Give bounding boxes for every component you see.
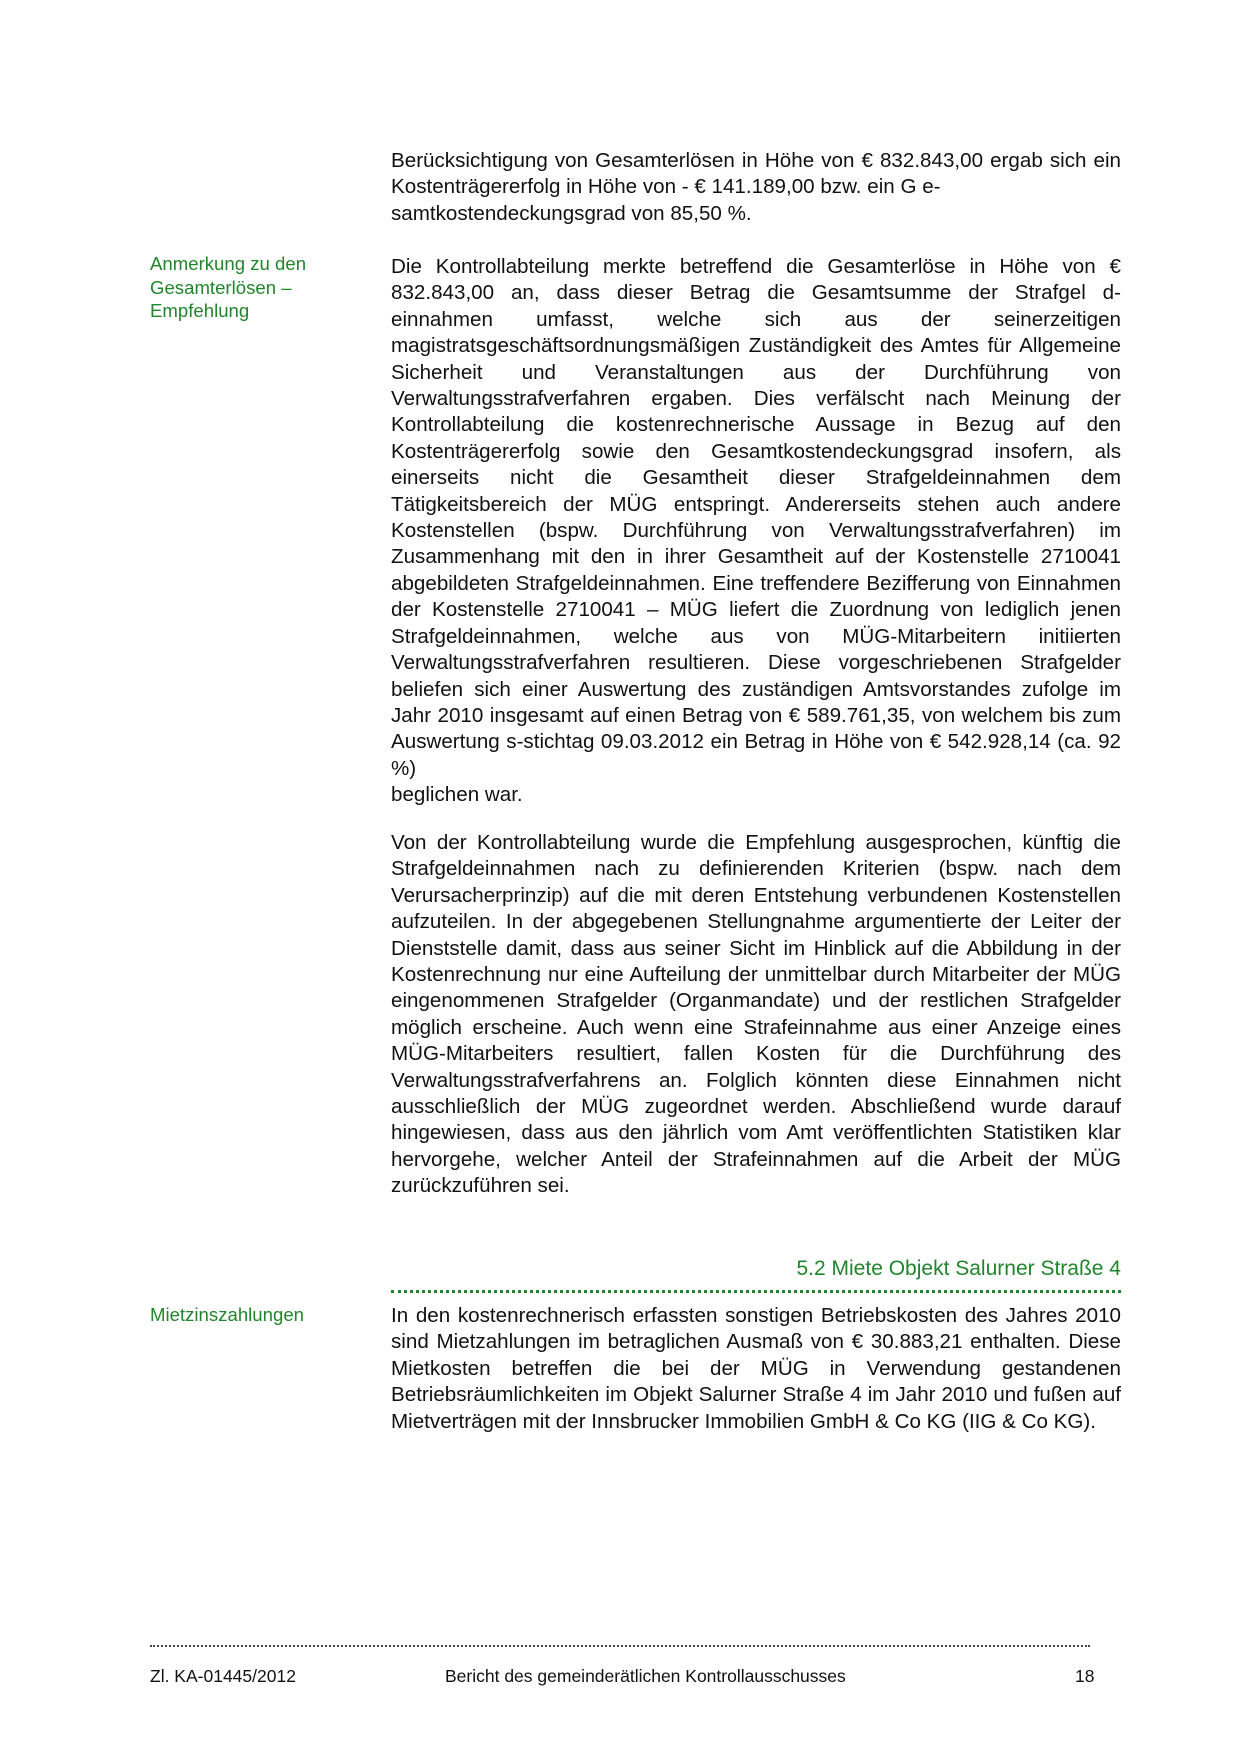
footer-report-title: Bericht des gemeinderätlichen Kontrollausschusses <box>445 1666 846 1686</box>
margin-note-mietzins: Mietzinszahlungen <box>150 1304 305 1325</box>
margin-note-gesamterloese: Anmerkung zu den Gesamterlösen – Empfehlung <box>150 253 307 321</box>
footer-divider <box>150 1645 1090 1647</box>
paragraph-mietzins: In den kostenrechnerisch erfassten sonstigen Betriebskosten des Jahres 2010 sind Mietzahlungen im betraglichen Ausmaß von € 30.883,21 enthalten. Diese Mietkosten betreffen die bei der MÜG in Verwendung gestandenen Betriebsräumlichkeiten im Objekt Salurner Straße 4 im Jahr 2010 und fußen auf Mietverträgen mit der Innsbrucker Immobilien GmbH & Co KG (IIG & Co KG). <box>391 1304 1121 1433</box>
paragraph-intro: Berücksichtigung von Gesamterlösen in Höhe von € 832.843,00 ergab sich ein Kostenträgererfolg in Höhe von - € 141.189,00 bzw. ein G e- samtkostendeckungsgrad von 85,50 %. <box>391 149 1121 225</box>
footer-doc-number: Zl. KA-01445/2012 <box>150 1666 296 1686</box>
section-heading: 5.2 Miete Objekt Salurner Straße 4 <box>391 1256 1121 1293</box>
paragraph-empfehlung: Von der Kontrollabteilung wurde die Empfehlung ausgesprochen, künftig die Strafgeldeinnahmen nach zu definierenden Kriterien (bspw. nach dem Verursacherprinzip) auf die mit deren Entstehung verbundenen Kostenstellen aufzuteilen. In der abgegebenen Stellungnahme argumentierte der Leiter der Dienststelle damit, dass aus seiner Sicht im Hinblick auf die Abbildung in der Kostenrechnung nur eine Aufteilung der unmittelbar durch Mitarbeiter der MÜG eingenommenen Strafgelder (Organmandate) und der restlichen Strafgelder möglich erscheine. Auch wenn eine Strafeinnahme aus einer Anzeige eines MÜG-Mitarbeiters resultiert, fallen Kosten für die Durchführung des Verwaltungsstrafverfahrens an. Folglich könnten diese Einnahmen nicht ausschließlich der MÜG zugeordnet werden. Abschließend wurde darauf hingewiesen, dass aus den jährlich vom Amt veröffentlichten Statistiken klar hervorgehe, welcher Anteil der Strafeinnahmen auf die Arbeit der MÜG zurückzuführen sei. <box>391 831 1121 1198</box>
footer-page-number: 18 <box>1075 1666 1095 1686</box>
paragraph-gesamterloese: Die Kontrollabteilung merkte betreffend die Gesamterlöse in Höhe von € 832.843,00 an, dass dieser Betrag die Gesamtsumme der Strafgel d-einnahmen umfasst, welche sich aus der seinerzeitigen magistratsgeschäftsordnungsmäßigen Zuständigkeit des Amtes für Allgemeine Sicherheit und Veranstaltungen aus der Durchführung von Verwaltungsstrafverfahren ergaben. Dies verfälscht nach Meinung der Kontrollabteilung die kostenrechnerische Aussage in Bezug auf den Kostenträgererfolg sowie den Gesamtkostendeckungsgrad insofern, als einerseits nicht die Gesamtheit dieser Strafgeldeinnahmen dem Tätigkeitsbereich der MÜG entspringt. Andererseits stehen auch andere Kostenstellen (bspw. Durchführung von Verwaltungsstrafverfahren) im Zusammenhang mit den in ihrer Gesamtheit auf der Kostenstelle 2710041 abgebildeten Strafgeldeinnahmen. Eine treffendere Bezifferung von Einnahmen der Kostenstelle 2710041 – MÜG liefert die Zuordnung von lediglich jenen Strafgeldeinnahmen, welche aus von MÜG-Mitarbeitern initiierten Verwaltungsstrafverfahren resultieren. Diese vorgeschriebenen Strafgelder beliefen sich einer Auswertung des zuständigen Amtsvorstandes zufolge im Jahr 2010 insgesamt auf einen Betrag von € 589.761,35, von welchem bis zum Auswertung s-stichtag 09.03.2012 ein Betrag in Höhe von € 542.928,14 (ca. 92 %) beglichen war. <box>391 255 1121 807</box>
